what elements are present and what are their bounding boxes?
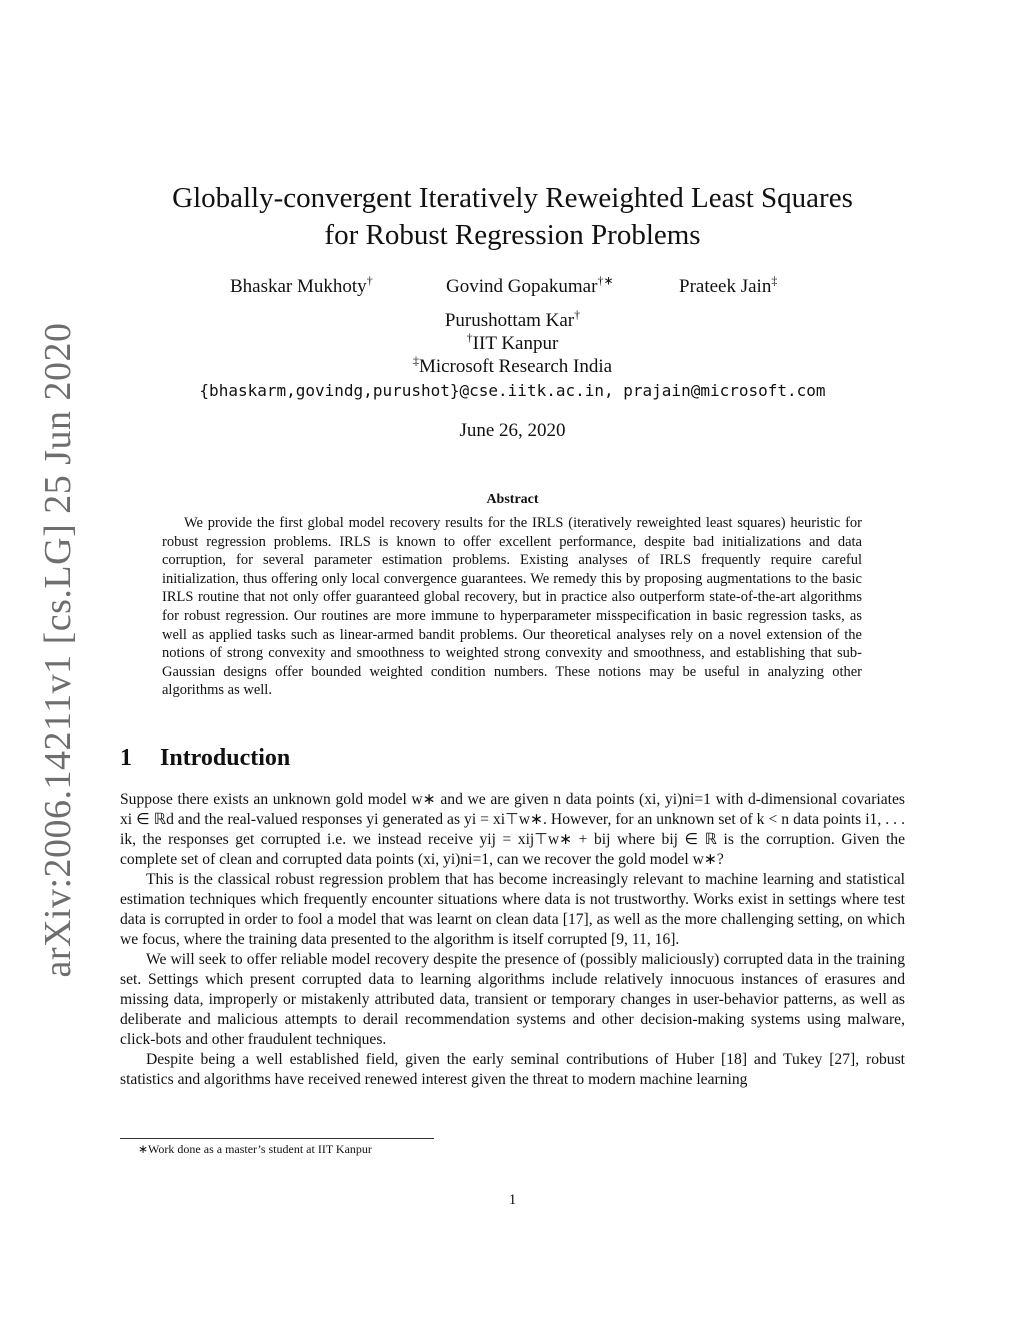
arxiv-identifier: arXiv:2006.14211v1 [cs.LG] 25 Jun 2020 (37, 322, 79, 978)
title-line-2: for Robust Regression Problems (324, 219, 701, 251)
footnote: ∗Work done as a master’s student at IIT Kanpur (138, 1142, 372, 1156)
author-emails: {bhaskarm,govindg,purushot}@cse.iitk.ac.in, prajain@microsoft.com (199, 381, 826, 400)
author-mukhoty: Bhaskar Mukhoty† (230, 273, 373, 297)
introduction-body (120, 790, 905, 1090)
page-number: 1 (508, 1192, 517, 1208)
section-number: 1 (120, 745, 132, 771)
author-kar: Purushottam Kar† (444, 307, 581, 331)
abstract-text: We provide the first global model recovery results for the IRLS (iteratively reweighted least squares) heuristic for robust regression problems. IRLS is known to offer excellent performance, despite bad initializations and data corruption, for several parameter estimation problems. Existing analyses of IRLS frequently require careful initialization, thus offering only local convergence guarantees. We remedy this by proposing augmentations to the basic IRLS routine that not only offer guaranteed global recovery, but in practice also outperform state-of-the-art algorithms for robust regression. Our routines are more immune to hyperparameter misspecification in basic regression tasks, as well as applied tasks such as linear-armed bandit problems. Our theoretical analyses rely on a novel extension of the notions of strong convexity and smoothness to weighted strong convexity and smoothness, and establishing that sub-Gaussian designs offer bounded weighted condition numbers. These notions may be useful in analyzing other algorithms as well. (162, 515, 862, 699)
abstract-heading: Abstract (486, 492, 539, 507)
paper-date: June 26, 2020 (459, 420, 566, 441)
paragraph: This is the classical robust regression problem that has become increasingly relevant to machine learning and statistical estimation techniques which frequently encounter situations where data is not trustworthy. Works exist in settings where test data is corrupted in order to fool a model that was learnt on clean data [17], as well as the more challenging setting, on which we focus, where the training data presented to the algorithm is itself corrupted [9, 11, 16]. (120, 871, 905, 948)
abstract-body (162, 514, 862, 700)
paragraph: Suppose there exists an unknown gold model w∗ and we are given n data points (xi, yi)ni=1 with d-dimensional covariates xi ∈ ℝd and the real-valued responses yi generated as yi = xi⊤w∗. However, for an unknown set of k < n data points i1, . . . ik, the responses get corrupted i.e. we instead receive yij = xij⊤w∗ + bij where bij ∈ ℝ is the corruption. Given the complete set of clean and corrupted data points (xi, yi)ni=1, can we recover the gold model w∗? (120, 791, 905, 868)
paragraph: We will seek to offer reliable model recovery despite the presence of (possibly maliciously) corrupted data in the training set. Settings which present corrupted data to learning algorithms include relatively innocuous instances of erasures and missing data, improperly or mistakenly attributed data, transient or temporary changes in user-behavior patterns, as well as deliberate and malicious attempts to derail recommendation systems and other decision-making systems using malware, click-bots and other fraudulent techniques. (120, 951, 905, 1048)
section-title: Introduction (160, 745, 291, 771)
title-line-1: Globally-convergent Iteratively Reweighted Least Squares (172, 182, 853, 214)
paper-title (120, 180, 905, 254)
paragraph: Despite being a well established field, given the early seminal contributions of Huber [18] and Tukey [27], robust statistics and algorithms have received renewed interest given the threat to modern machine learning (120, 1051, 905, 1088)
author-gopakumar: Govind Gopakumar†∗ (446, 273, 614, 297)
affiliation-msr: ‡Microsoft Research India (412, 353, 613, 377)
affiliation-iitk: †IIT Kanpur (466, 330, 559, 354)
author-jain: Prateek Jain‡ (679, 273, 778, 297)
footnote-rule (120, 1138, 434, 1139)
section-heading (120, 745, 290, 772)
